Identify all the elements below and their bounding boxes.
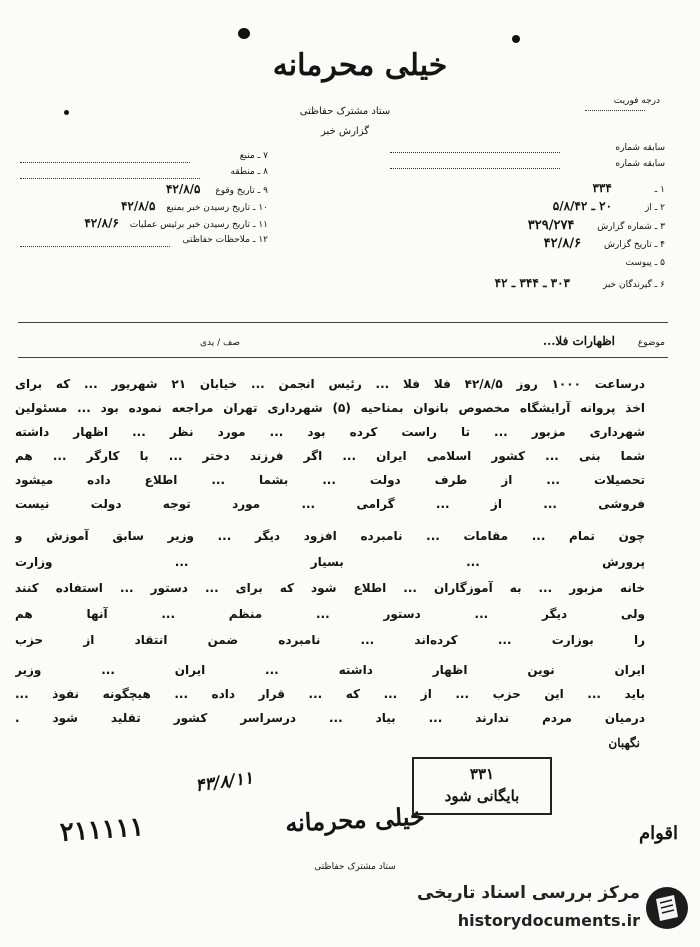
body-line: خانه مزبور ... به آموزگاران ... اطلاع شود که برای ... دستور ... استفاده کنند <box>15 581 645 595</box>
divider-top <box>18 322 668 323</box>
body-line: باید ... این حزب ... از ... که ... قرار داده ... هیچگونه نفوذ ... <box>15 687 645 701</box>
subject-text: اظهارات فلا... <box>542 334 615 348</box>
field-recipients: ۶ ـ گیرندگان خبر ۳۰۳ ـ ۳۴۴ ـ ۴۲ <box>494 276 665 290</box>
field-chief-date: ۱۱ ـ تاریخ رسیدن خبر برئیس عملیات ۴۲/۸/۶ <box>84 216 268 230</box>
body-line: شهرداری مزبور ... تا راست کرده بود ... مورد نظر ... اظهار داشته <box>15 425 645 439</box>
ink-blot <box>512 35 520 43</box>
body-line: را بوزارت ... کرده‌اند ... نامبرده ضمن انتقاد از حزب <box>15 633 645 647</box>
field-from: ۲ ـ از ۲۰ ـ ۵/۸/۴۲ <box>552 199 665 213</box>
right-fields <box>380 140 665 290</box>
watermark-name: مرکز بررسی اسناد تاریخی <box>417 883 640 903</box>
subject-label: موضوع <box>637 338 665 348</box>
field-ref-number-2: سابقه شماره <box>615 159 665 169</box>
watermark <box>396 879 692 939</box>
footer-org: ستاد مشترک حفاظتی <box>314 862 396 872</box>
body-line: چون تمام ... مقامات ... نامبرده افزود دیگر ... وزیر سابق آموزش و <box>15 529 645 543</box>
page-label: صف / یدی <box>200 338 240 348</box>
body-line: درمیان مردم ندارند ... بیاد ... درسراسر کشور تقلید شود . <box>15 711 645 725</box>
handwritten-signature: خیلی محرمانه <box>284 801 426 838</box>
body-line: ولی دیگر ... دستور ... منظم ... آنها هم <box>15 607 645 621</box>
field-source-date: ۱۰ ـ تاریخ رسیدن خبر بمنبع ۴۲/۸/۵ <box>120 199 268 213</box>
field-security-notes: ۱۲ ـ ملاحظات حفاظتی <box>182 235 268 245</box>
document-title: خیلی محرمانه <box>272 48 448 83</box>
priority-line <box>585 110 645 111</box>
body-line: اخذ پروانه آرایشگاه مخصوص بانوان بمناحیه (۵) شهرداری تهران مراجعه نموده بود ... مسئولین <box>15 401 645 415</box>
ink-blot <box>64 110 69 115</box>
field-event-date: ۹ ـ تاریخ وقوع ۴۲/۸/۵ <box>165 182 268 196</box>
priority-label: درجه فوریت <box>613 96 660 106</box>
body-line: درساعت ۱۰۰۰ روز ۴۲/۸/۵ فلا فلا ... رئیس انجمن ... خیابان ۲۱ شهریور ... که برای <box>15 377 645 391</box>
field-source: ۷ ـ منبع <box>239 151 268 161</box>
body-line: شما بنی ... کشور اسلامی ایران ... اگر فرزند دختر ... با کارگر ... هم <box>15 449 645 463</box>
field-attachment: ۵ ـ پیوست <box>625 258 665 268</box>
report-body <box>0 374 700 774</box>
body-line: ایران نوین اظهار داشته ... ایران ... وزیر <box>15 663 645 677</box>
history-documents-logo-icon <box>644 885 690 931</box>
org-name: ستاد مشترک حفاظتی <box>299 106 391 117</box>
stamp-number: ۳۳۱ <box>469 765 495 783</box>
field-report-date: ۴ ـ تاریخ گزارش ۴۲/۸/۶ <box>543 236 665 251</box>
field-ref-number-1: سابقه شماره <box>615 143 665 153</box>
left-fields <box>18 148 268 258</box>
side-note: اقوام <box>638 823 678 844</box>
signature-name: نگهبان <box>608 736 640 750</box>
body-line: تحصیلات ... از طرف دولت ... بشما ... اطلاع داده میشود <box>15 473 645 487</box>
handwritten-number: ۲۱۱۱۱۱ <box>59 812 145 848</box>
field-1: ۱ ـ ۳۳۴ <box>592 181 665 195</box>
body-line: فروشی ... از ... گرامی ... مورد توجه دولت نیست <box>15 497 645 511</box>
divider-bottom <box>18 357 668 358</box>
field-report-number: ۳ ـ شماره گزارش ۳۲۹/۲۷۴ <box>527 218 665 233</box>
form-name: گزارش خبر <box>321 126 369 137</box>
field-region: ۸ ـ منطقه <box>230 167 268 177</box>
watermark-url: historydocuments.ir <box>457 911 640 930</box>
ink-blot <box>238 28 250 39</box>
hand-note: ۴۳/۸/۱۱ <box>194 768 255 797</box>
body-line: پرورش ... بسیار ... وزارت <box>15 555 645 569</box>
stamp-text: بایگانی شود <box>444 787 520 805</box>
